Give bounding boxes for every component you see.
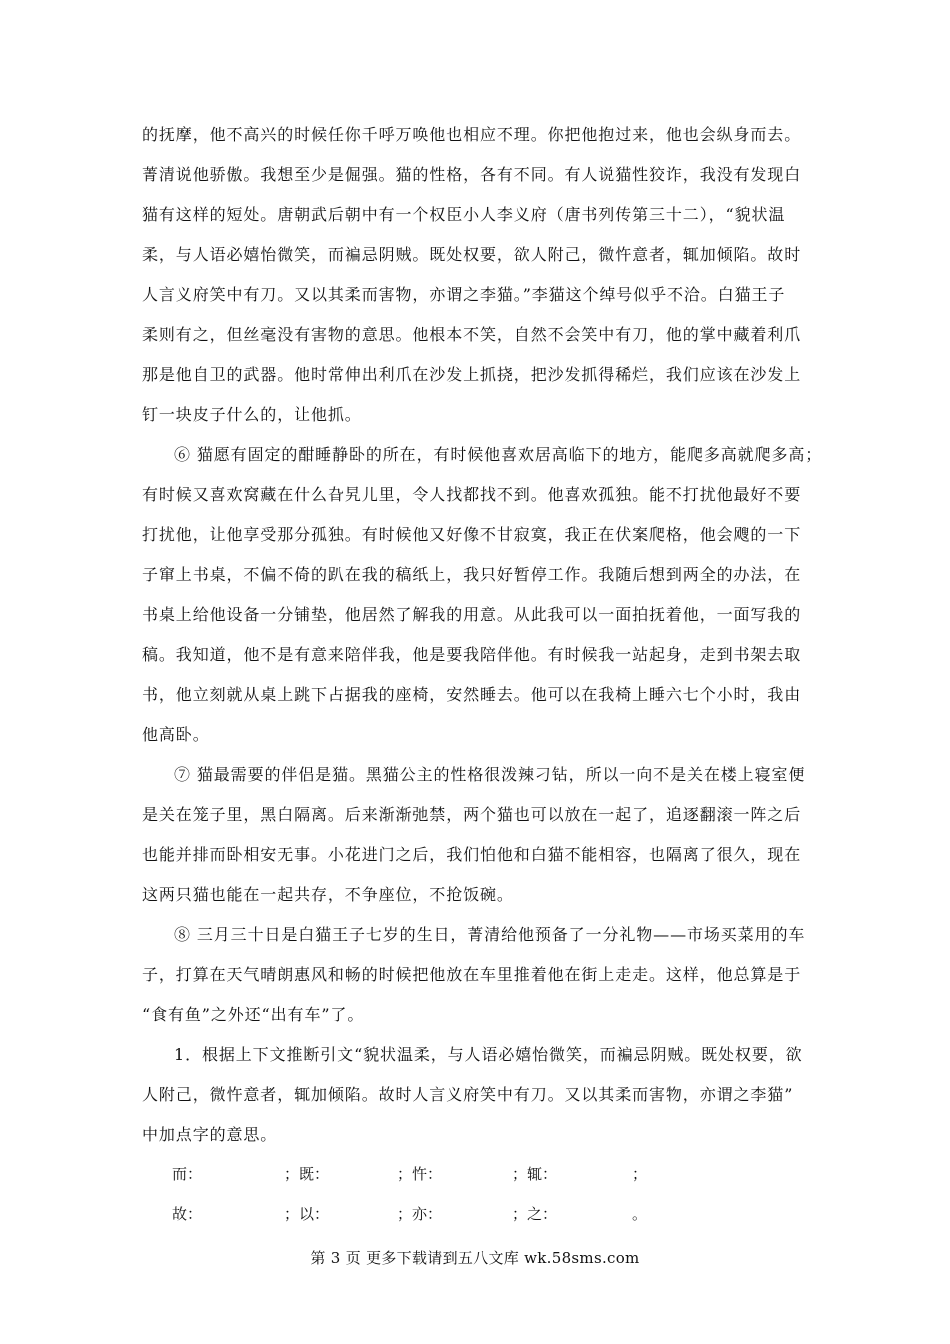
- blank-label: 故：: [172, 1205, 203, 1223]
- blank-label: ；忤：: [397, 1165, 443, 1183]
- text-line: 柔则有之，但丝毫没有害物的意思。他根本不笑，自然不会笑中有刀，他的掌中藏着利爪: [142, 325, 802, 344]
- text-line: 子，打算在天气晴朗惠风和畅的时候把他放在车里推着他在街上走走。这样，他总算是于: [142, 965, 802, 984]
- text-line: 这两只猫也能在一起共存，不争座位，不抢饭碗。: [142, 885, 514, 904]
- text-line: 钉一块皮子什么的，让他抓。: [142, 405, 362, 424]
- text-line: 有时候又喜欢窝藏在什么旮旯儿里，令人找都找不到。他喜欢孤独。能不打扰他最好不要: [142, 485, 802, 504]
- text-line: “食有鱼”之外还“出有车”了。: [142, 1005, 365, 1024]
- page-footer: 第 3 页 更多下载请到五八文库 wk.58sms.com: [310, 1249, 640, 1267]
- blank-label: ；之：: [512, 1205, 558, 1223]
- text-line: 那是他自卫的武器。他时常伸出利爪在沙发上抓挠，把沙发抓得稀烂，我们应该在沙发上: [142, 365, 802, 384]
- blank-label: ；既：: [284, 1165, 330, 1183]
- paragraph-7-start: ⑦ 猫最需要的伴侣是猫。黑猫公主的性格很泼辣刁钻，所以一向不是关在楼上寝室便: [174, 765, 806, 784]
- text-line: 书，他立刻就从桌上跳下占据我的座椅，安然睡去。他可以在我椅上睡六七个小时，我由: [142, 685, 802, 704]
- text-line: 猫有这样的短处。唐朝武后朝中有一个权臣小人李义府（唐书列传第三十二），“貌状温: [142, 205, 786, 224]
- blank-label: ；辄：: [512, 1165, 558, 1183]
- text-line: 子窜上书桌，不偏不倚的趴在我的稿纸上，我只好暂停工作。我随后想到两全的办法，在: [142, 565, 802, 584]
- text-line: 书桌上给他设备一分铺垫，他居然了解我的用意。从此我可以一面拍抚着他，一面写我的: [142, 605, 802, 624]
- text-line: 人言义府笑中有刀。又以其柔而害物，亦谓之李猫。”李猫这个绰号似乎不洽。白猫王子: [142, 285, 786, 304]
- blank-label: ；以：: [284, 1205, 330, 1223]
- blank-label: 。: [632, 1205, 648, 1223]
- text-line: 是关在笼子里，黑白隔离。后来渐渐弛禁，两个猫也可以放在一起了，追逐翻滚一阵之后: [142, 805, 802, 824]
- text-line: 他高卧。: [142, 725, 210, 744]
- text-line: 打扰他，让他享受那分孤独。有时候他又好像不甘寂寞，我正在伏案爬格，他会飕的一下: [142, 525, 802, 544]
- text-line: 柔，与人语必嬉怡微笑，而褊忌阴贼。既处权要，欲人附己，微忤意者，辄加倾陷。故时: [142, 245, 802, 264]
- text-line: 的抚摩，他不高兴的时候任你千呼万唤他也相应不理。你把他抱过来，他也会纵身而去。: [142, 125, 802, 144]
- blank-label: ；: [632, 1165, 648, 1183]
- fill-blank-row-2: [172, 1204, 732, 1224]
- blank-label: 而：: [172, 1165, 203, 1183]
- paragraph-6-start: ⑥ 猫愿有固定的酣睡静卧的所在，有时候他喜欢居高临下的地方，能爬多高就爬多高；: [174, 445, 823, 464]
- question-1: 1．根据上下文推断引文“貌状温柔，与人语必嬉怡微笑，而褊忌阴贼。既处权要，欲: [174, 1045, 803, 1064]
- text-line: 菁清说他骄傲。我想至少是倔强。猫的性格，各有不同。有人说猫性狡诈，我没有发现白: [142, 165, 802, 184]
- text-line: 也能并排而卧相安无事。小花进门之后，我们怕他和白猫不能相容，也隔离了很久，现在: [142, 845, 802, 864]
- question-1-line: 中加点字的意思。: [142, 1125, 278, 1144]
- blank-label: ；亦：: [397, 1205, 443, 1223]
- fill-blank-row-1: [172, 1164, 732, 1184]
- text-line: 稿。我知道，他不是有意来陪伴我，他是要我陪伴他。有时候我一站起身，走到书架去取: [142, 645, 802, 664]
- question-1-line: 人附己，微忤意者，辄加倾陷。故时人言义府笑中有刀。又以其柔而害物，亦谓之李猫”: [142, 1085, 794, 1104]
- paragraph-8-start: ⑧ 三月三十日是白猫王子七岁的生日，菁清给他预备了一分礼物——市场买菜用的车: [174, 925, 806, 944]
